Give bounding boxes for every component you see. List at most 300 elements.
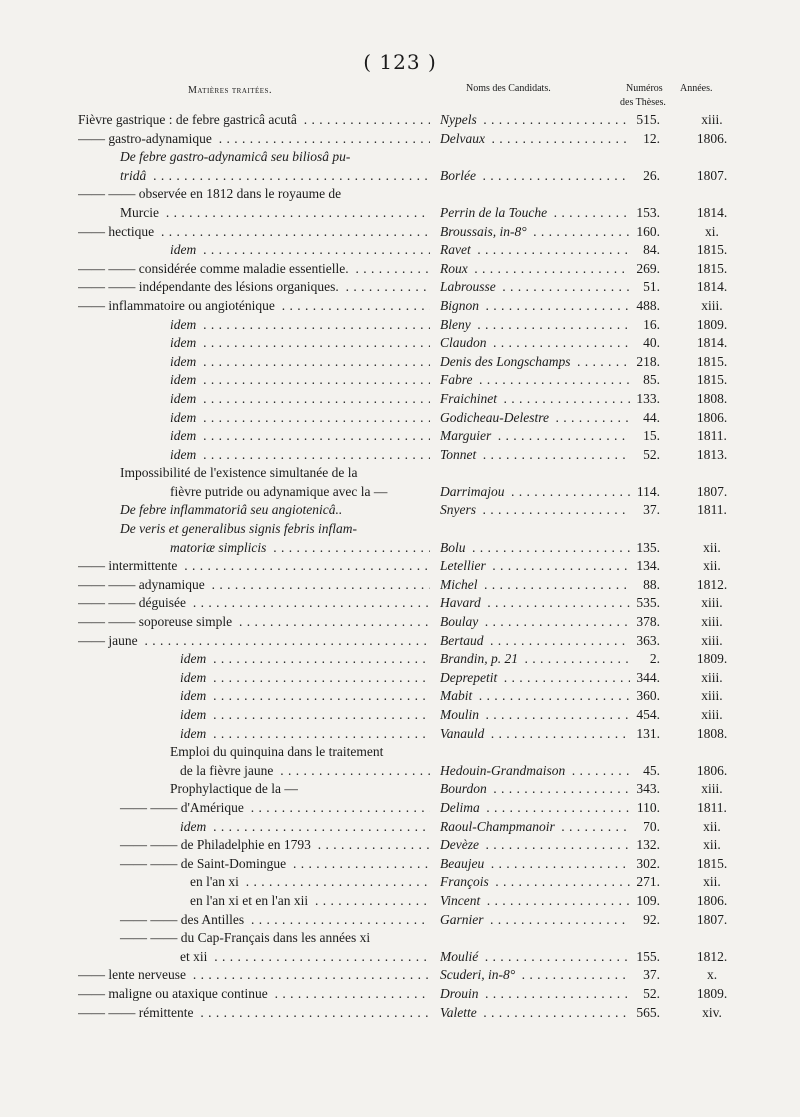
thesis-number: 84.	[643, 242, 660, 258]
subject-text: —— —— de Philadelphie en 1793	[120, 837, 314, 852]
thesis-year: xii.	[703, 539, 721, 555]
thesis-number: 363.	[636, 632, 660, 648]
subject-cell	[78, 743, 430, 762]
subject-cell	[78, 464, 430, 483]
table-row	[0, 539, 800, 558]
table-row	[0, 520, 800, 539]
subject-text: —— —— de Saint-Domingue	[120, 856, 289, 871]
subject-cell	[78, 911, 430, 930]
table-row	[0, 334, 800, 353]
thesis-year: x.	[706, 967, 718, 983]
subject-cell	[78, 371, 430, 390]
thesis-number: 160.	[636, 223, 660, 239]
candidate-name: Perrin de la Touche	[440, 205, 550, 220]
subject-text: —— —— indépendante des lésions organiques.	[78, 279, 342, 294]
subject-cell	[78, 1004, 430, 1023]
thesis-number: 488.	[636, 297, 660, 313]
subject-text: Emploi du quinquina dans le traitement	[170, 744, 386, 759]
candidate-cell	[440, 427, 630, 446]
table-row	[0, 223, 800, 242]
candidate-name: Denis des Longschamps	[440, 354, 574, 369]
subject-text: fièvre putride ou adynamique avec la —	[170, 484, 390, 499]
subject-text: idem	[180, 726, 209, 741]
subject-text: —— —— du Cap-Français dans les années xi	[120, 930, 373, 945]
thesis-year: 1807.	[696, 911, 728, 927]
table-row	[0, 557, 800, 576]
candidate-name: Borlée	[440, 168, 479, 183]
candidate-name: Fraichinet	[440, 391, 500, 406]
thesis-year: 1814.	[696, 279, 728, 295]
candidate-cell	[440, 966, 630, 985]
subject-text: idem	[170, 354, 199, 369]
table-row	[0, 818, 800, 837]
subject-cell	[78, 706, 430, 725]
subject-text: tridâ	[120, 168, 149, 183]
thesis-number: 26.	[643, 167, 660, 183]
table-row	[0, 576, 800, 595]
thesis-year: xiii.	[701, 614, 723, 630]
thesis-number: 131.	[636, 725, 660, 741]
candidate-cell	[440, 985, 630, 1004]
subject-cell	[78, 613, 430, 632]
candidate-name: Ravet	[440, 242, 474, 257]
thesis-number: 70.	[643, 818, 660, 834]
subject-cell	[78, 390, 430, 409]
candidate-name: Godicheau-Delestre	[440, 410, 552, 425]
candidate-name: Bourdon	[440, 781, 490, 796]
subject-cell	[78, 687, 430, 706]
subject-text: Prophylactique de la —	[170, 781, 301, 796]
table-row	[0, 278, 800, 297]
candidate-name: Claudon	[440, 335, 490, 350]
candidate-cell	[440, 130, 630, 149]
subject-cell	[78, 948, 430, 967]
thesis-number: 378.	[636, 614, 660, 630]
candidate-cell	[440, 669, 630, 688]
subject-text: en l'an xi	[190, 874, 242, 889]
subject-cell	[78, 985, 430, 1004]
candidate-cell	[440, 390, 630, 409]
thesis-year: 1808.	[696, 390, 728, 406]
subject-cell	[78, 873, 430, 892]
subject-cell	[78, 427, 430, 446]
thesis-year: 1812.	[696, 948, 728, 964]
subject-text: —— —— adynamique	[78, 577, 208, 592]
subject-cell	[78, 185, 430, 204]
table-row	[0, 204, 800, 223]
header-years: Années.	[680, 83, 713, 94]
subject-cell	[78, 780, 430, 799]
subject-cell	[78, 836, 430, 855]
header-numbers-line1: Numéros	[626, 83, 663, 94]
candidate-cell	[440, 334, 630, 353]
thesis-number: 109.	[636, 892, 660, 908]
subject-text: idem	[180, 707, 209, 722]
thesis-number: 565.	[636, 1004, 660, 1020]
thesis-year: xii.	[703, 874, 721, 890]
subject-cell	[78, 316, 430, 335]
candidate-cell	[440, 223, 630, 242]
subject-cell	[78, 855, 430, 874]
table-row	[0, 409, 800, 428]
candidate-name: Drouin	[440, 986, 482, 1001]
subject-cell	[78, 557, 430, 576]
subject-cell	[78, 632, 430, 651]
candidate-name: Boulay	[440, 614, 481, 629]
candidate-name: Bolu	[440, 540, 469, 555]
thesis-year: 1807.	[696, 483, 728, 499]
subject-text: de la fièvre jaune	[180, 763, 276, 778]
thesis-number: 302.	[636, 855, 660, 871]
subject-text: matoriæ simplicis	[170, 540, 269, 555]
thesis-year: 1806.	[696, 130, 728, 146]
candidate-name: Labrousse	[440, 279, 499, 294]
table-row	[0, 167, 800, 186]
table-row	[0, 799, 800, 818]
candidate-name: Valette	[440, 1005, 480, 1020]
table-row	[0, 297, 800, 316]
thesis-number: 218.	[636, 353, 660, 369]
candidate-name: Mabit	[440, 688, 475, 703]
table-row	[0, 743, 800, 762]
thesis-number: 110.	[636, 799, 660, 815]
header-numbers-line2: des Thèses.	[620, 97, 666, 108]
subject-cell	[78, 446, 430, 465]
thesis-number: 2.	[649, 651, 660, 667]
table-row	[0, 594, 800, 613]
table-row	[0, 892, 800, 911]
table-row	[0, 185, 800, 204]
table-row	[0, 985, 800, 1004]
table-row	[0, 241, 800, 260]
candidate-name: Bertaud	[440, 633, 487, 648]
subject-cell	[78, 334, 430, 353]
thesis-year: 1815.	[696, 372, 728, 388]
thesis-year: 1814.	[696, 204, 728, 220]
thesis-year: xi.	[705, 223, 719, 239]
thesis-number: 85.	[643, 372, 660, 388]
subject-text: et xii	[180, 949, 210, 964]
candidate-cell	[440, 650, 630, 669]
candidate-cell	[440, 948, 630, 967]
candidate-name: Nypels	[440, 112, 480, 127]
candidate-name: Bleny	[440, 317, 474, 332]
thesis-year: 1807.	[696, 167, 728, 183]
subject-text: idem	[170, 335, 199, 350]
thesis-year: 1815.	[696, 353, 728, 369]
subject-cell	[78, 223, 430, 242]
candidate-cell	[440, 892, 630, 911]
candidate-cell	[440, 557, 630, 576]
candidate-name: Marguier	[440, 428, 494, 443]
candidate-name: Devèze	[440, 837, 482, 852]
thesis-number: 133.	[636, 390, 660, 406]
subject-cell	[78, 594, 430, 613]
subject-cell	[78, 966, 430, 985]
candidate-name: Darrimajou	[440, 484, 508, 499]
table-row	[0, 725, 800, 744]
header-candidates: Noms des Candidats.	[466, 83, 551, 94]
candidate-name: Broussais, in-8°	[440, 224, 530, 239]
candidate-name: Snyers	[440, 502, 479, 517]
subject-text: Murcie	[120, 205, 162, 220]
thesis-year: xii.	[703, 558, 721, 574]
table-row	[0, 613, 800, 632]
subject-text: —— inflammatoire ou angioténique	[78, 298, 278, 313]
subject-cell	[78, 353, 430, 372]
subject-text: en l'an xi et en l'an xii	[190, 893, 311, 908]
subject-text: idem	[170, 428, 199, 443]
candidate-cell	[440, 278, 630, 297]
thesis-number: 114.	[636, 483, 660, 499]
candidate-name: Michel	[440, 577, 480, 592]
subject-text: idem	[170, 242, 199, 257]
candidate-cell	[440, 316, 630, 335]
table-row	[0, 148, 800, 167]
thesis-number: 344.	[636, 669, 660, 685]
thesis-number: 132.	[636, 837, 660, 853]
table-row	[0, 948, 800, 967]
thesis-year: 1809.	[696, 651, 728, 667]
subject-cell	[78, 650, 430, 669]
subject-text: —— gastro-adynamique	[78, 131, 215, 146]
table-row	[0, 316, 800, 335]
subject-cell	[78, 483, 430, 502]
candidate-name: Delvaux	[440, 131, 488, 146]
subject-text: Impossibilité de l'existence simultanée de la	[120, 465, 361, 480]
candidate-name: François	[440, 874, 492, 889]
thesis-number: 37.	[643, 967, 660, 983]
thesis-number: 343.	[636, 781, 660, 797]
candidate-cell	[440, 371, 630, 390]
table-row	[0, 446, 800, 465]
subject-text: —— —— considérée comme maladie essentielle.	[78, 261, 352, 276]
thesis-year: 1811.	[697, 428, 727, 444]
subject-text: —— —— observée en 1812 dans le royaume de	[78, 186, 344, 201]
header-subjects: Matières traitées.	[188, 85, 272, 96]
table-row	[0, 464, 800, 483]
table-row	[0, 427, 800, 446]
thesis-year: 1809.	[696, 316, 728, 332]
thesis-year: xiii.	[701, 781, 723, 797]
subject-cell	[78, 204, 430, 223]
subject-text: idem	[180, 670, 209, 685]
table-row	[0, 836, 800, 855]
thesis-number: 535.	[636, 595, 660, 611]
thesis-year: 1811.	[697, 799, 727, 815]
subject-text: —— —— déguisée	[78, 595, 189, 610]
candidate-name: Fabre	[440, 372, 476, 387]
candidate-name: Moulié	[440, 949, 481, 964]
subject-cell	[78, 799, 430, 818]
subject-cell	[78, 520, 430, 539]
subject-text: idem	[170, 317, 199, 332]
thesis-number: 269.	[636, 260, 660, 276]
candidate-name: Letellier	[440, 558, 489, 573]
candidate-cell	[440, 260, 630, 279]
table-row	[0, 780, 800, 799]
candidate-name: Deprepetit	[440, 670, 500, 685]
subject-text: —— lente nerveuse	[78, 967, 189, 982]
candidate-cell	[440, 111, 630, 130]
thesis-number: 134.	[636, 558, 660, 574]
subject-text: De veris et generalibus signis febris inflam-	[120, 521, 360, 536]
thesis-year: xiii.	[701, 669, 723, 685]
candidate-name: Vanauld	[440, 726, 487, 741]
subject-cell	[78, 762, 430, 781]
subject-cell	[78, 241, 430, 260]
candidate-cell	[440, 687, 630, 706]
candidate-name: Moulin	[440, 707, 482, 722]
thesis-year: 1806.	[696, 762, 728, 778]
subject-cell	[78, 297, 430, 316]
thesis-year: 1815.	[696, 242, 728, 258]
subject-text: idem	[170, 372, 199, 387]
subject-text: idem	[180, 688, 209, 703]
candidate-cell	[440, 167, 630, 186]
subject-text: —— —— des Antilles	[120, 912, 247, 927]
table-row	[0, 130, 800, 149]
subject-cell	[78, 539, 430, 558]
thesis-year: 1814.	[696, 335, 728, 351]
table-row	[0, 966, 800, 985]
candidate-name: Raoul-Champmanoir	[440, 819, 558, 834]
subject-text: idem	[170, 410, 199, 425]
candidate-name: Havard	[440, 595, 484, 610]
subject-cell	[78, 501, 430, 520]
thesis-year: 1806.	[696, 892, 728, 908]
thesis-year: xii.	[703, 837, 721, 853]
candidate-name: Garnier	[440, 912, 487, 927]
subject-cell	[78, 409, 430, 428]
thesis-year: 1815.	[696, 855, 728, 871]
table-row	[0, 501, 800, 520]
candidate-cell	[440, 613, 630, 632]
thesis-year: xiii.	[701, 595, 723, 611]
table-row	[0, 632, 800, 651]
thesis-number: 153.	[636, 204, 660, 220]
table-row	[0, 111, 800, 130]
thesis-number: 52.	[643, 985, 660, 1001]
subject-text: idem	[180, 651, 209, 666]
table-row	[0, 855, 800, 874]
table-row	[0, 371, 800, 390]
candidate-cell	[440, 446, 630, 465]
candidate-cell	[440, 594, 630, 613]
candidate-cell	[440, 706, 630, 725]
subject-cell	[78, 929, 430, 948]
candidate-name: Bignon	[440, 298, 482, 313]
table-row	[0, 390, 800, 409]
candidate-name: Delima	[440, 800, 483, 815]
subject-text: idem	[170, 447, 199, 462]
table-row	[0, 1004, 800, 1023]
subject-text: —— —— rémittente	[78, 1005, 196, 1020]
candidate-cell	[440, 1004, 630, 1023]
candidate-cell	[440, 241, 630, 260]
subject-text: —— —— d'Amérique	[120, 800, 247, 815]
candidate-name: Tonnet	[440, 447, 479, 462]
thesis-year: xiii.	[701, 112, 723, 127]
table-row	[0, 353, 800, 372]
thesis-year: xiii.	[701, 632, 723, 648]
thesis-number: 40.	[643, 335, 660, 351]
thesis-number: 92.	[643, 911, 660, 927]
candidate-name: Vincent	[440, 893, 483, 908]
candidate-name: Brandin, p. 21	[440, 651, 521, 666]
candidate-cell	[440, 780, 630, 799]
candidate-cell	[440, 483, 630, 502]
table-row	[0, 650, 800, 669]
thesis-number: 135.	[636, 539, 660, 555]
subject-text: De febre inflammatoriâ seu angiotenicâ..	[120, 502, 345, 517]
subject-text: De febre gastro-adynamicâ seu biliosâ pu-	[120, 149, 353, 164]
subject-text: —— intermittente	[78, 558, 180, 573]
thesis-number: 515.	[636, 112, 660, 127]
candidate-cell	[440, 873, 630, 892]
thesis-number: 44.	[643, 409, 660, 425]
thesis-year: 1809.	[696, 985, 728, 1001]
thesis-index-table	[0, 111, 800, 1022]
candidate-cell	[440, 576, 630, 595]
subject-cell	[78, 148, 430, 167]
candidate-name: Scuderi, in-8°	[440, 967, 518, 982]
candidate-cell	[440, 297, 630, 316]
table-row	[0, 911, 800, 930]
subject-text: —— —— soporeuse simple	[78, 614, 235, 629]
candidate-cell	[440, 409, 630, 428]
candidate-cell	[440, 539, 630, 558]
candidate-name: Roux	[440, 261, 471, 276]
thesis-number: 88.	[643, 576, 660, 592]
subject-cell	[78, 167, 430, 186]
thesis-number: 45.	[643, 762, 660, 778]
candidate-cell	[440, 836, 630, 855]
table-row	[0, 706, 800, 725]
thesis-year: xii.	[703, 818, 721, 834]
thesis-year: xiii.	[701, 688, 723, 704]
candidate-cell	[440, 353, 630, 372]
thesis-number: 271.	[636, 874, 660, 890]
candidate-cell	[440, 855, 630, 874]
thesis-number: 454.	[636, 707, 660, 722]
table-row	[0, 483, 800, 502]
candidate-cell	[440, 501, 630, 520]
subject-text: idem	[170, 391, 199, 406]
subject-cell	[78, 725, 430, 744]
table-row	[0, 687, 800, 706]
candidate-cell	[440, 799, 630, 818]
table-row	[0, 873, 800, 892]
thesis-year: xiv.	[702, 1004, 722, 1020]
candidate-name: Beaujeu	[440, 856, 487, 871]
candidate-cell	[440, 911, 630, 930]
thesis-number: 16.	[643, 316, 660, 332]
candidate-cell	[440, 818, 630, 837]
candidate-cell	[440, 632, 630, 651]
subject-text: idem	[180, 819, 209, 834]
subject-text: —— maligne ou ataxique continue	[78, 986, 271, 1001]
candidate-cell	[440, 725, 630, 744]
thesis-number: 37.	[643, 502, 660, 518]
table-row	[0, 929, 800, 948]
table-row	[0, 762, 800, 781]
thesis-number: 360.	[636, 688, 660, 704]
subject-cell	[78, 278, 430, 297]
subject-cell	[78, 892, 430, 911]
thesis-year: 1815.	[696, 260, 728, 276]
thesis-number: 15.	[643, 428, 660, 444]
